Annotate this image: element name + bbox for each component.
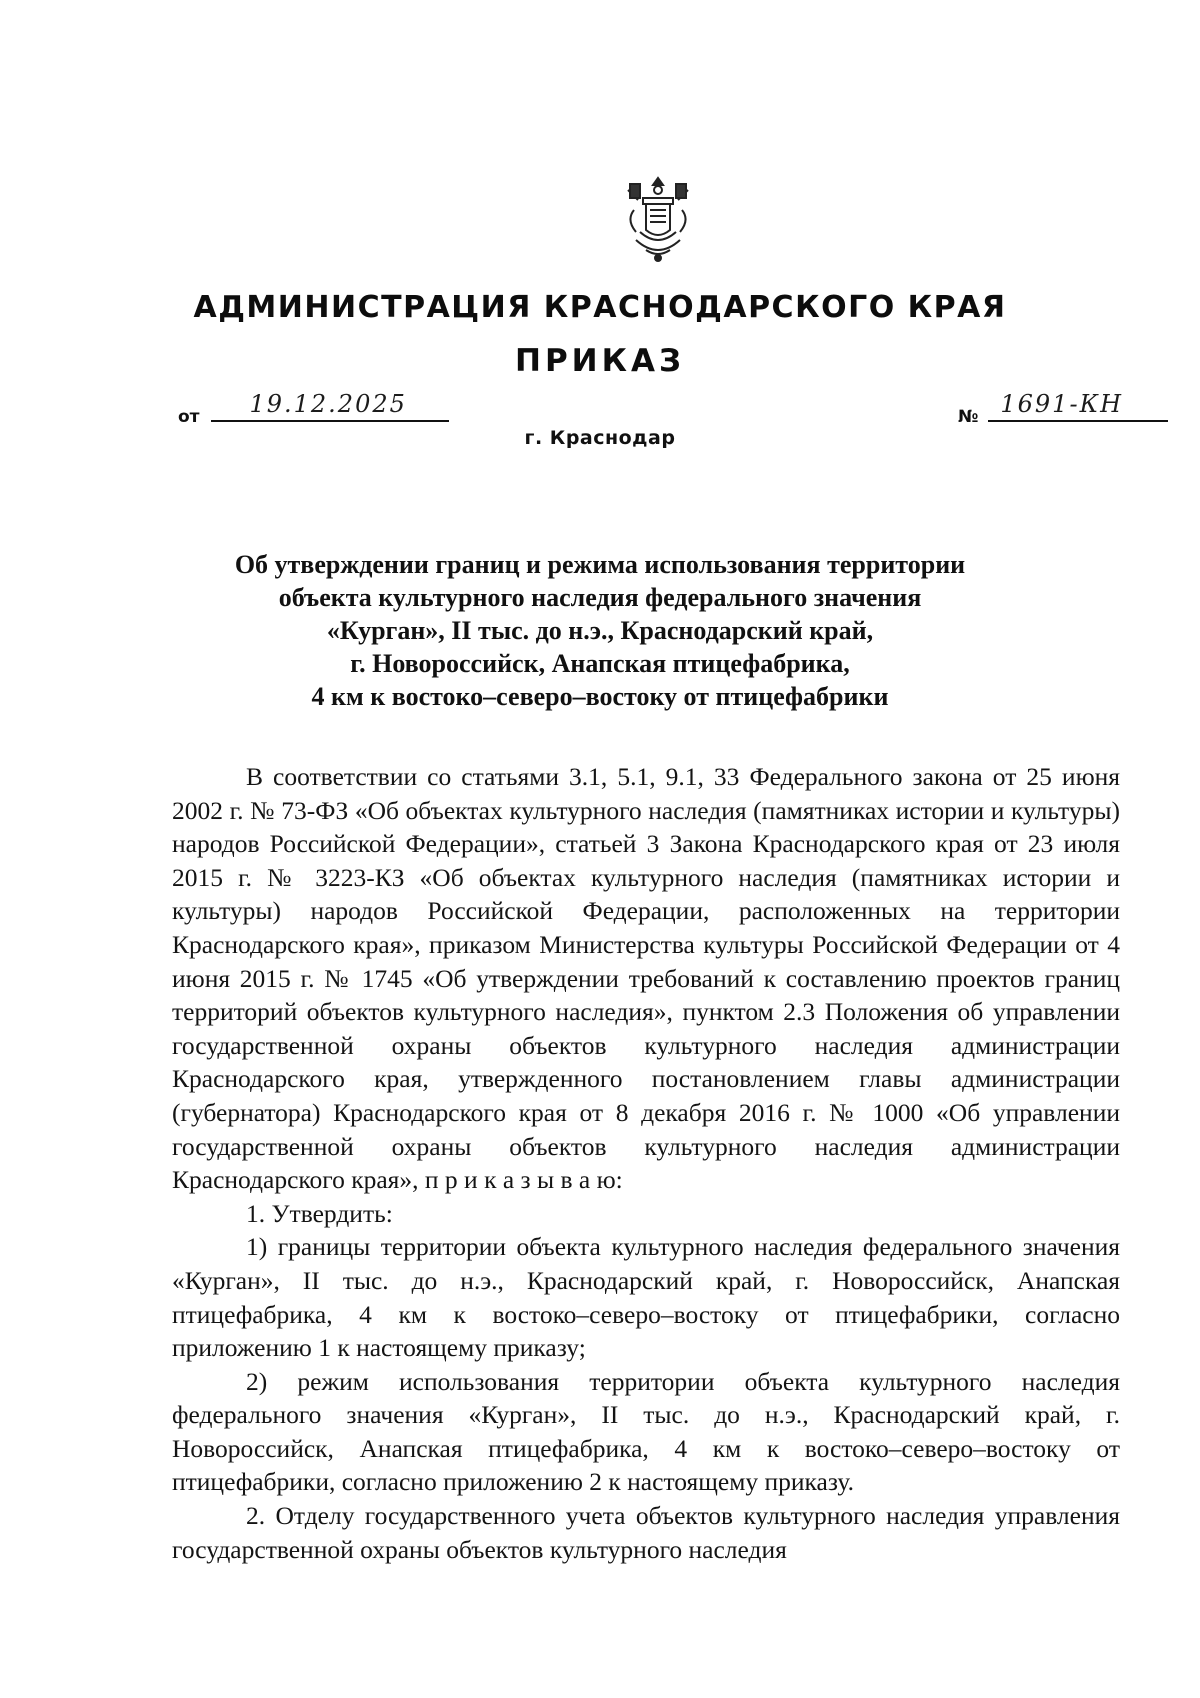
order-body: [172, 760, 1120, 1566]
subject-line: 4 км к востоко–северо–востоку от птицефабрики: [311, 682, 889, 711]
subject-line: объекта культурного наследия федерального значения: [278, 583, 922, 612]
number-field: [958, 390, 1168, 427]
subject-line: «Курган», II тыс. до н.э., Краснодарский край,: [326, 616, 874, 645]
handwritten-date: 19.12.2025: [249, 390, 407, 418]
krasnodar-coat-of-arms-emblem: [618, 170, 698, 270]
city-line: г. Краснодар: [524, 427, 676, 449]
order-subject: [150, 548, 1050, 713]
number-underline: [988, 390, 1168, 422]
item-2: 2. Отделу государственного учета объектов культурного наследия управления государственной охраны объектов культурного наследия: [172, 1501, 1120, 1564]
preamble-paragraph: [172, 760, 1120, 1197]
document-type: ПРИКАЗ: [515, 343, 685, 379]
number-prefix: №: [958, 407, 979, 427]
subject-line: г. Новороссийск, Анапская птицефабрика,: [350, 649, 850, 678]
date-underline: [211, 390, 449, 422]
handwritten-number: 1691-КН: [1000, 390, 1124, 418]
item-1: 1. Утвердить:: [246, 1198, 393, 1228]
order-word: п р и к а з ы в а ю:: [424, 1165, 623, 1195]
organization-name: АДМИНИСТРАЦИЯ КРАСНОДАРСКОГО КРАЯ: [193, 290, 1007, 325]
item-1-2: 2) режим использования территории объекта культурного наследия федерального значения «Курган», II тыс. до н.э., Краснодарский край, г. Новороссийск, Анапская птицефабрика, 4 км к востоко–северо–востоку от птицефабрики, согласно приложению 2 к настоящему приказу.: [172, 1366, 1120, 1497]
date-prefix: от: [178, 407, 200, 427]
item-1-1: 1) границы территории объекта культурного наследия федерального значения «Курган», II тыс. до н.э., Краснодарский край, г. Новороссийск, Анапская птицефабрика, 4 км к востоко–северо–востоку от птицефабрики, согласно приложению 1 к настоящему приказу;: [172, 1232, 1120, 1363]
date-field: [178, 390, 449, 427]
subject-line: Об утверждении границ и режима использования территории: [234, 550, 966, 579]
preamble-text: В соответствии со статьями 3.1, 5.1, 9.1, 33 Федерального закона от 25 июня 2002 г. № 73-ФЗ «Об объектах культурного наследия (памятниках истории и культуры) народов Российской Федерации», статьей 3 Закона Краснодарского края от 23 июля 2015 г. № 3223-КЗ «Об объектах культурного наследия (памятниках истории и культуры) народов Российской Федерации, расположенных на территории Краснодарского края», приказом Министерства культуры Российской Федерации от 4 июня 2015 г. № 1745 «Об утверждении требований к составлению проектов границ территорий объектов культурного наследия», пунктом 2.3 Положения об управлении государственной охраны объектов культурного наследия администрации Краснодарского края, утвержденного постановлением главы администрации (губернатора) Краснодарского края от 8 декабря 2016 г. № 1000 «Об управлении государственной охраны объектов культурного наследия администрации Краснодарского края»,: [172, 762, 1120, 1195]
